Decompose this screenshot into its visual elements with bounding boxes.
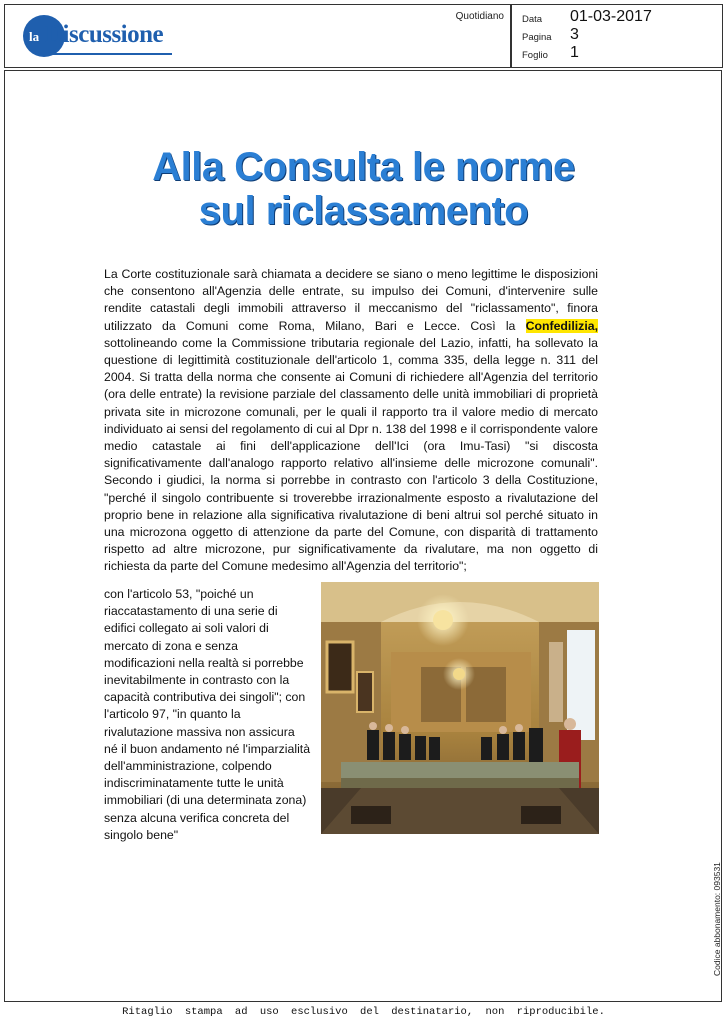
title-line-1: Alla Consulta le norme bbox=[152, 145, 575, 189]
body-text-rest: sottolineando come la Commissione tributaria regionale del Lazio, infatti, ha sollevato la questione di legittimità costituzionale dell'articolo 1, comma 335, della legge n. 311 del 2004. Si tratta della norma che consente ai Comuni di richiedere all'Agenzia del territorio (ora delle entrate) la revisione parziale del classamento delle unità immobiliari di proprietà privata site in microzone comunali, per le quali il rapporto tra il valore medio di mercato individuato ai sensi del regolamento di cui al Dpr n. 138 del 1998 e il corrispondente valore medio catastale ai fini dell'applicazione dell'Ici (ora Imu-Tasi) "si discosta significativamente dall'analogo rapporto relativo all'insieme delle microzone comunali". Secondo i giudici, la norma si porrebbe in contrasto con l'articolo 3 della Costituzione, "perché il singolo contribuente si troverebbe irrazionalmente esposto a rivalutazione del proprio bene in relazione alla significativa rivalutazione di beni altrui sol perché situato in una microzona oggetto di attenzione da parte del Comune, con disparità di trattamento rispetto ad altre microzone, pur significativamente da rivalutare, ma non oggetto di richiesta da parte del Comune medesimo all'Agenzia del territorio"; bbox=[104, 335, 598, 574]
logo-underline bbox=[45, 53, 172, 55]
meta-row-date bbox=[522, 8, 722, 26]
meta-value: 1 bbox=[570, 44, 579, 61]
logo-wordmark: Discussione bbox=[45, 21, 164, 48]
publication-type: Quotidiano bbox=[455, 11, 504, 22]
subscription-code: Codice abbonamento: 093531 bbox=[712, 862, 722, 976]
body-paragraph bbox=[104, 266, 598, 576]
article-body-continued: con l'articolo 53, "poiché un riaccatastamento di una serie di edifici collegato ai soli valori di mercato di zona e senza modificazioni nella realtà si porrebbe inevitabilmente in contrasto con la capacità contributiva dei singoli"; con l'articolo 97, "in quanto la rivalutazione massiva non assicura né il buon andamento né l'imparzialità dell'amministrazione, colpendo indiscriminatamente tutte le unità immobiliari (di una determinata zona) senza alcuna verifica concreta del singolo bene" bbox=[104, 587, 311, 842]
masthead bbox=[4, 4, 723, 68]
highlighted-term: Confedilizia, bbox=[525, 318, 598, 333]
article-title bbox=[0, 145, 727, 233]
title-line-2: sul riclassamento bbox=[198, 189, 529, 233]
article-body bbox=[104, 266, 598, 576]
logo-la: la bbox=[29, 29, 40, 44]
meta-label: Foglio bbox=[522, 50, 548, 61]
meta-label: Data bbox=[522, 14, 543, 25]
meta-box bbox=[511, 4, 723, 68]
logo-area bbox=[4, 4, 511, 68]
newspaper-logo bbox=[23, 15, 173, 59]
footer-notice: Ritaglio stampa ad uso esclusivo del destinatario, non riproducibile. bbox=[122, 1006, 605, 1018]
meta-label: Pagina bbox=[522, 32, 552, 43]
body-text-start: La Corte costituzionale sarà chiamata a decidere se siano o meno legittime le disposizioni che consentono all'Agenzia delle entrate, su impulso dei Comuni, d'intervenire sulle rendite catastali degli immobili attraverso il meccanismo del "riclassamento", finora utilizzato da Comuni come Roma, Milano, Bari e Lecce. Così la bbox=[104, 267, 598, 333]
courtroom-photo-image bbox=[321, 582, 599, 834]
meta-value: 3 bbox=[570, 26, 579, 43]
meta-row-page bbox=[522, 26, 722, 44]
meta-value: 01-03-2017 bbox=[570, 8, 652, 25]
courtroom-photo bbox=[321, 582, 599, 834]
meta-row-sheet bbox=[522, 44, 722, 62]
